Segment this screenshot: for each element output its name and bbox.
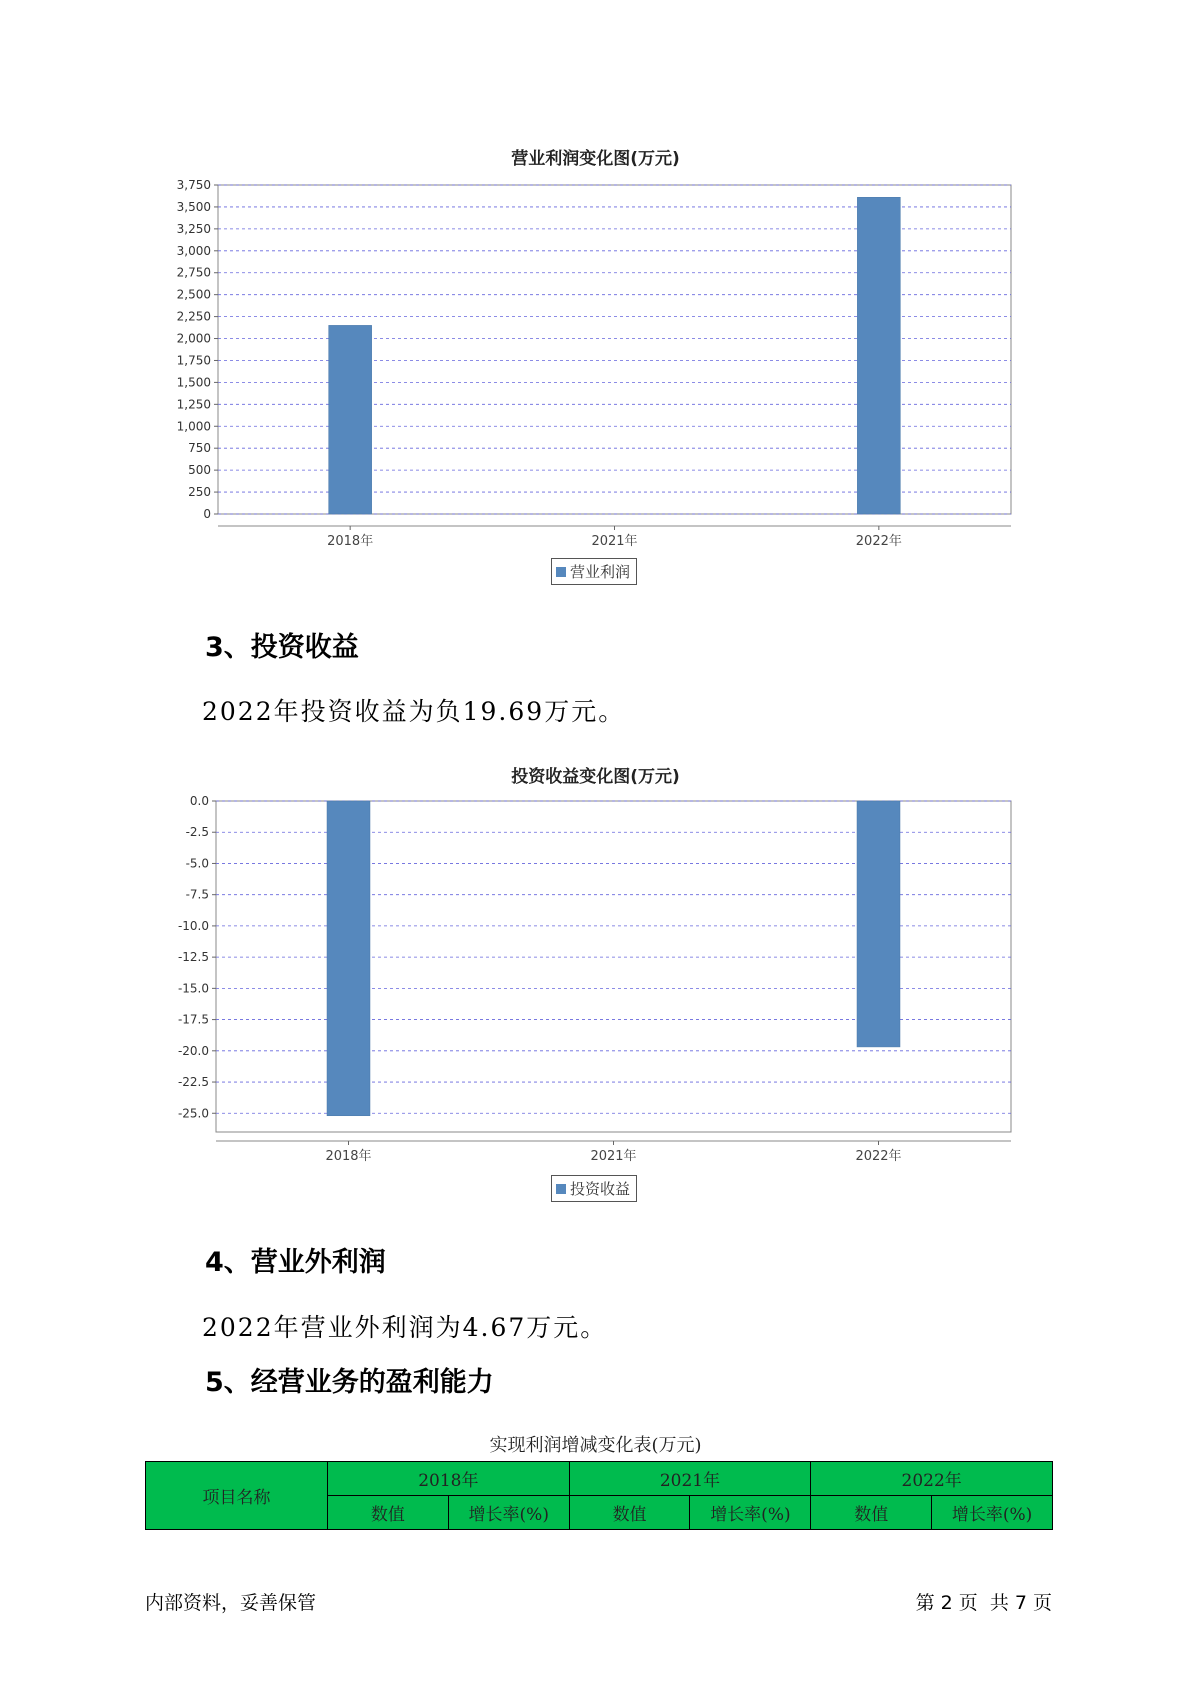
- footer-page-number: 第 2 页 共 7 页: [915, 1592, 1052, 1614]
- value-header: 数值: [811, 1496, 932, 1530]
- y-tick-label: 500: [188, 463, 211, 478]
- year-header: 2018年: [328, 1462, 570, 1496]
- operating-profit-chart-title: 营业利润变化图(万元): [511, 149, 680, 169]
- x-tick-label: 2018年: [327, 534, 374, 549]
- investment-income-legend: [551, 1175, 637, 1202]
- bar: [327, 801, 370, 1116]
- y-tick-label: -7.5: [185, 887, 209, 902]
- year-header: 2022年: [811, 1462, 1053, 1496]
- section-4-heading: 4、营业外利润: [205, 1247, 386, 1278]
- y-tick-label: 750: [188, 441, 211, 456]
- table-caption: 实现利润增减变化表(万元): [489, 1435, 702, 1456]
- x-tick-label: 2022年: [855, 1149, 902, 1164]
- section-5-heading: 5、经营业务的盈利能力: [205, 1367, 494, 1398]
- investment-income-chart-title: 投资收益变化图(万元): [511, 767, 680, 787]
- x-tick-label: 2021年: [591, 534, 638, 549]
- y-tick-label: 3,750: [176, 178, 211, 192]
- growth-header: 增长率(%): [690, 1496, 811, 1530]
- y-tick-label: 0.0: [189, 794, 209, 808]
- y-tick-label: -15.0: [177, 981, 209, 996]
- y-tick-label: 2,750: [176, 265, 211, 280]
- y-tick-label: -25.0: [177, 1106, 209, 1121]
- y-tick-label: -22.5: [177, 1075, 209, 1090]
- section-4-text: 2022年营业外利润为4.67万元。: [202, 1313, 608, 1342]
- y-tick-label: -10.0: [177, 918, 209, 933]
- growth-header: 增长率(%): [448, 1496, 569, 1530]
- y-tick-label: 2,000: [176, 331, 211, 346]
- item-name-header: 项目名称: [146, 1462, 328, 1530]
- y-tick-label: -17.5: [177, 1012, 209, 1027]
- section-3-text: 2022年投资收益为负19.69万元。: [202, 697, 626, 726]
- y-tick-label: -5.0: [185, 856, 209, 871]
- bar: [857, 801, 900, 1047]
- value-header: 数值: [569, 1496, 690, 1530]
- legend-swatch: [556, 1184, 566, 1194]
- y-tick-label: 0: [203, 507, 211, 521]
- x-tick-label: 2022年: [855, 534, 902, 549]
- legend-label: 投资收益: [570, 1180, 631, 1198]
- growth-header: 增长率(%): [932, 1496, 1053, 1530]
- y-tick-label: 2,500: [176, 287, 211, 302]
- section-3-heading: 3、投资收益: [205, 632, 359, 663]
- y-tick-label: -12.5: [177, 950, 209, 965]
- y-tick-label: 1,750: [176, 353, 211, 368]
- y-tick-label: 250: [188, 485, 211, 500]
- x-tick-label: 2018年: [325, 1149, 372, 1164]
- y-tick-label: 1,500: [176, 375, 211, 390]
- footer-confidential: 内部资料，妥善保管: [145, 1592, 317, 1614]
- y-tick-label: -2.5: [185, 825, 209, 840]
- y-tick-label: 1,000: [176, 419, 211, 434]
- y-tick-label: 3,500: [176, 199, 211, 214]
- x-tick-label: 2021年: [590, 1149, 637, 1164]
- value-header: 数值: [328, 1496, 449, 1530]
- year-header: 2021年: [569, 1462, 811, 1496]
- y-tick-label: 1,250: [176, 397, 211, 412]
- y-tick-label: 3,000: [176, 243, 211, 258]
- profit-change-table: [145, 1461, 1053, 1530]
- y-tick-label: -20.0: [177, 1043, 209, 1058]
- legend-label: 营业利润: [570, 563, 631, 581]
- y-tick-label: 3,250: [176, 221, 211, 236]
- y-tick-label: 2,250: [176, 309, 211, 324]
